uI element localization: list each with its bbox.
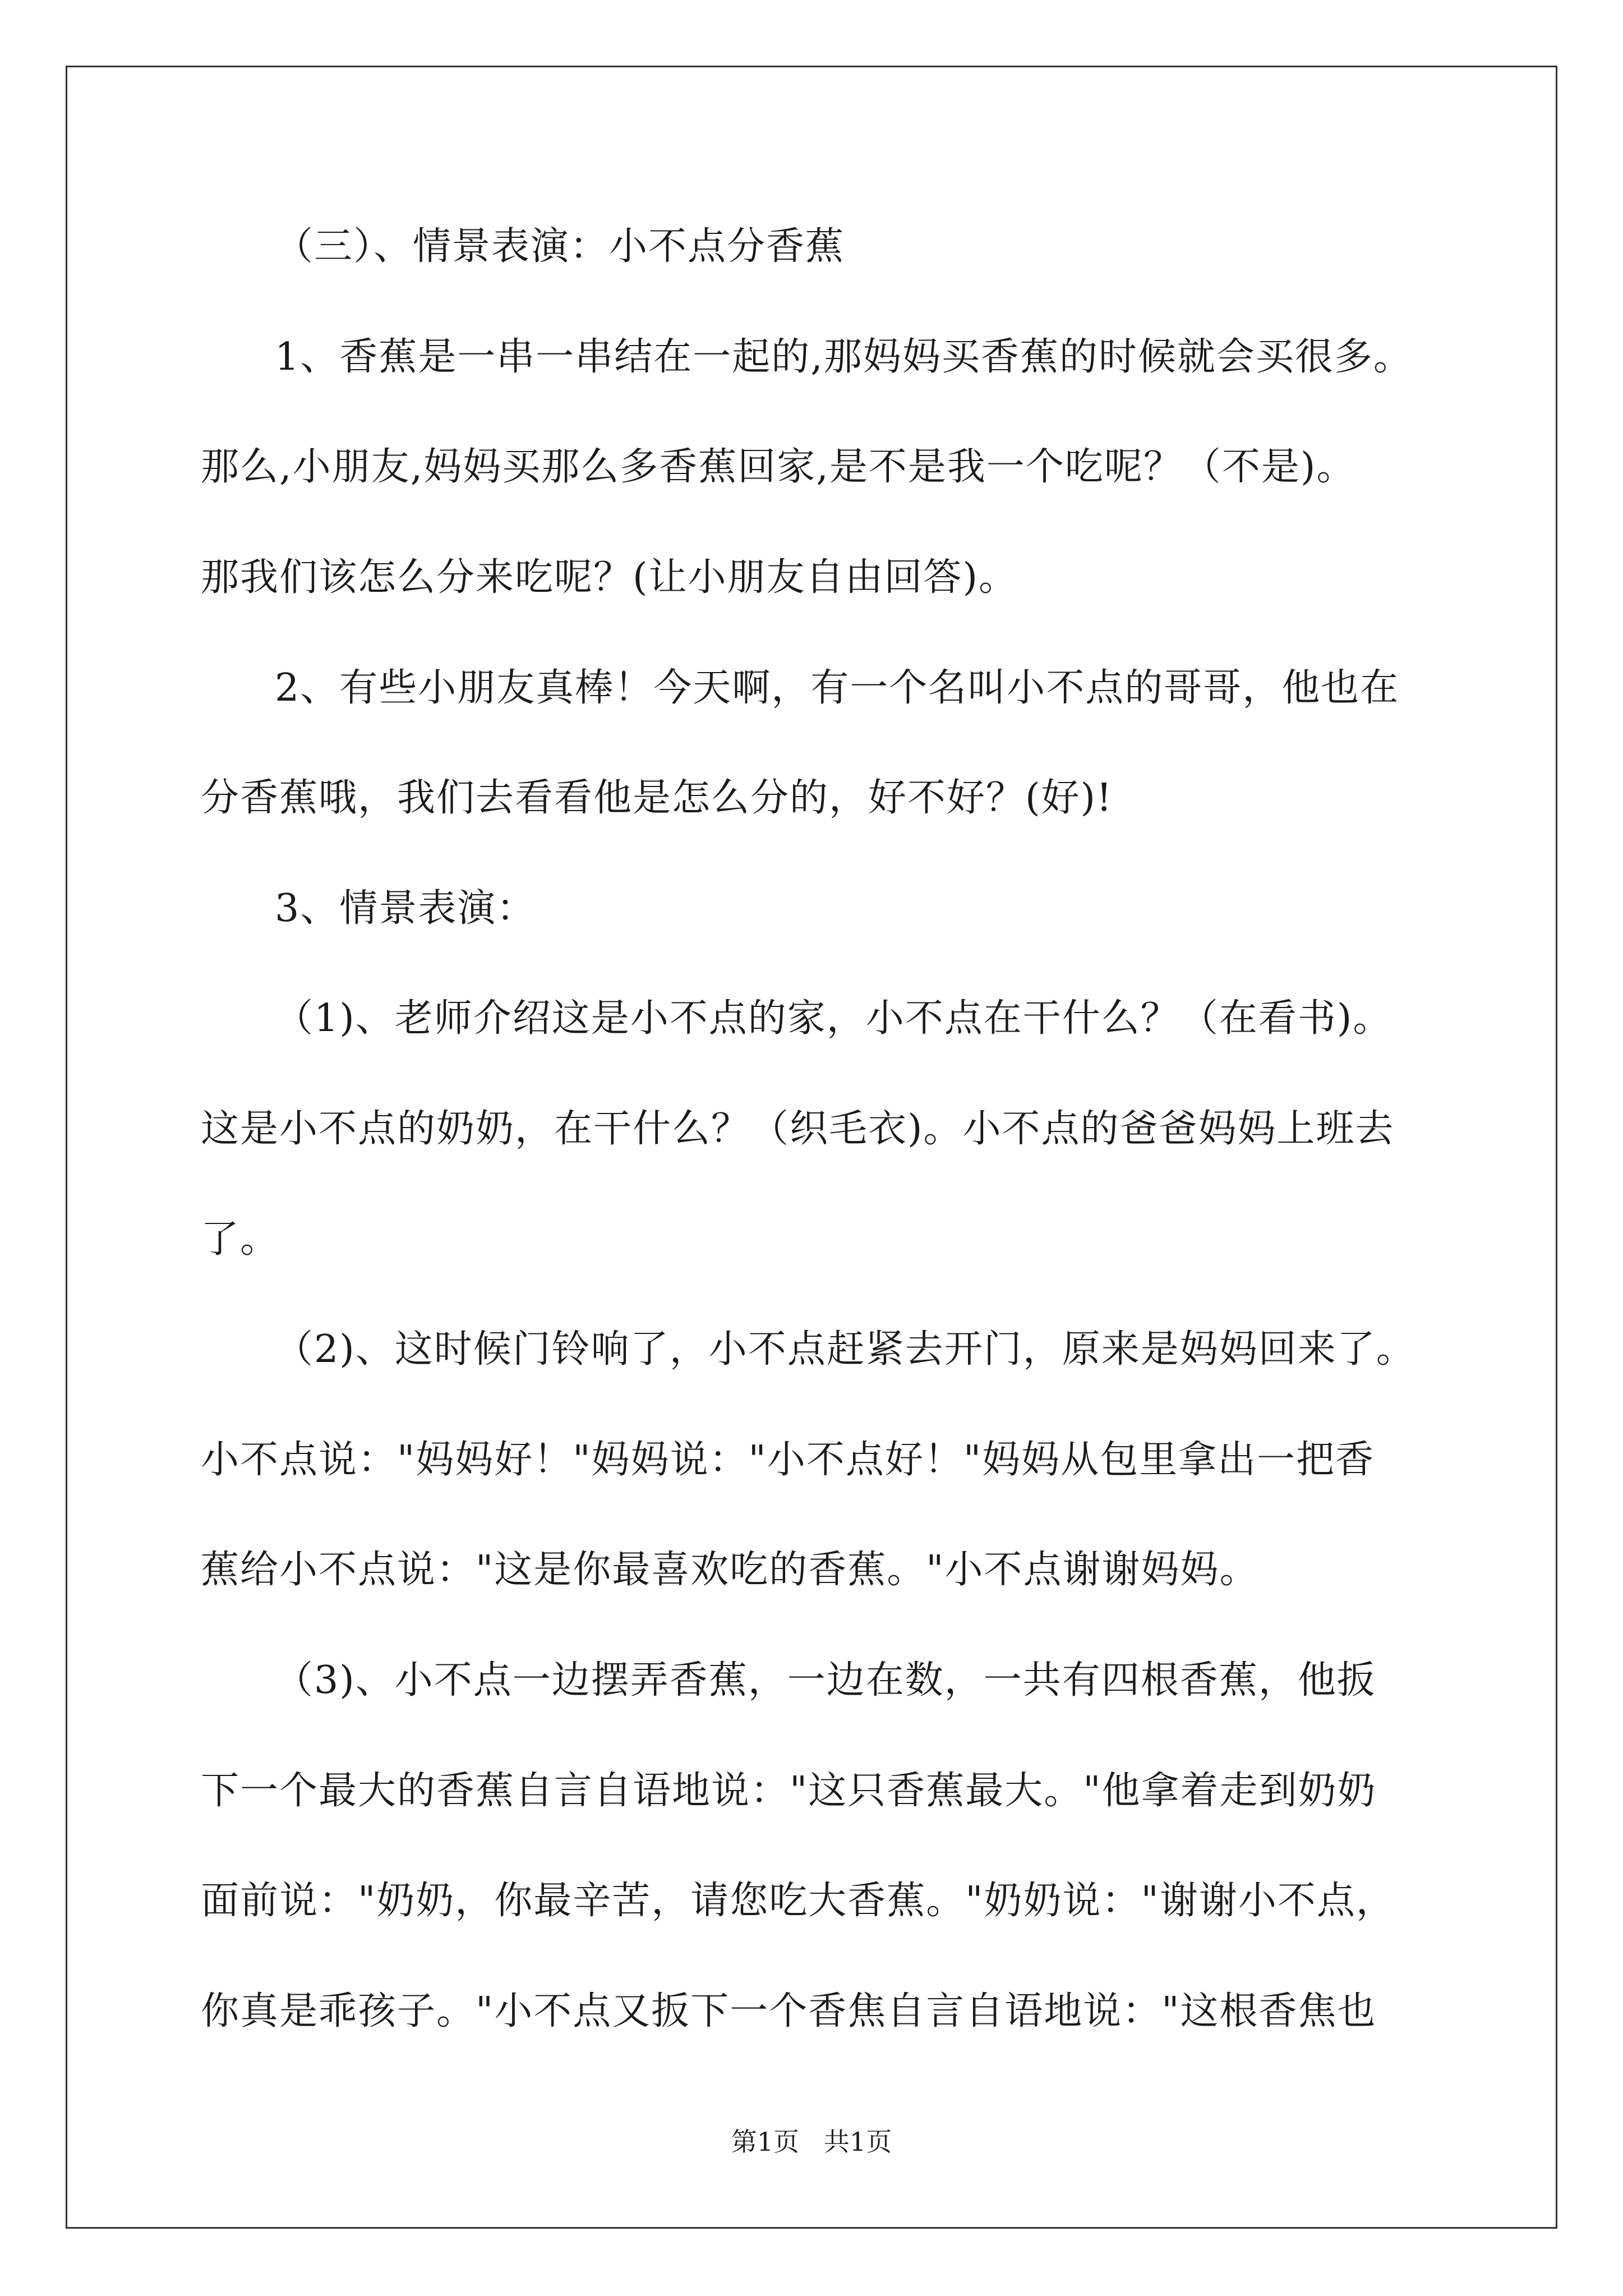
paragraph-line: （3)、小不点一边摆弄香蕉，一边在数，一共有四根香蕉，他扳: [275, 1658, 1376, 1703]
paragraph-line: 分香蕉哦，我们去看看他是怎么分的，好不好？(好)!: [201, 776, 1113, 820]
paragraph-line: 下一个最大的香蕉自言自语地说："这只香蕉最大。"他拿着走到奶奶: [201, 1769, 1377, 1813]
paragraph-line: 那我们该怎么分来吃呢？(让小朋友自由回答)。: [201, 555, 1018, 600]
paragraph-line: 这是小不点的奶奶，在干什么？（织毛衣)。小不点的爸爸妈妈上班去: [201, 1107, 1395, 1151]
paragraph-line: 了。: [201, 1217, 280, 1262]
paragraph-line: 3、情景表演：: [275, 886, 536, 931]
paragraph-line: 小不点说："妈妈好！"妈妈说："小不点好！"妈妈从包里拿出一把香: [201, 1438, 1375, 1482]
paragraph-line: 1、香蕉是一串一串结在一起的,那妈妈买香蕉的时候就会买很多。: [275, 335, 1413, 379]
section-heading: （三）、情景表演：小不点分香蕉: [275, 224, 845, 269]
page-footer: 第1页 共1页: [731, 2127, 892, 2157]
paragraph-line: （2)、这时候门铃响了，小不点赶紧去开门，原来是妈妈回来了。: [275, 1327, 1415, 1372]
paragraph-line: 那么,小朋友,妈妈买那么多香蕉回家,是不是我一个吃呢？（不是)。: [201, 445, 1356, 489]
paragraph-line: 2、有些小朋友真棒！今天啊，有一个名叫小不点的哥哥，他也在: [275, 666, 1400, 710]
paragraph-line: 面前说："奶奶，你最辛苦，请您吃大香蕉。"奶奶说："谢谢小不点，: [201, 1879, 1395, 1923]
paragraph-line: 蕉给小不点说："这是你最喜欢吃的香蕉。"小不点谢谢妈妈。: [201, 1548, 1259, 1592]
paragraph-line: 你真是乖孩子。"小不点又扳下一个香焦自言自语地说："这根香焦也: [201, 1989, 1377, 2033]
paragraph-line: （1)、老师介绍这是小不点的家，小不点在干什么？（在看书)。: [275, 996, 1393, 1041]
